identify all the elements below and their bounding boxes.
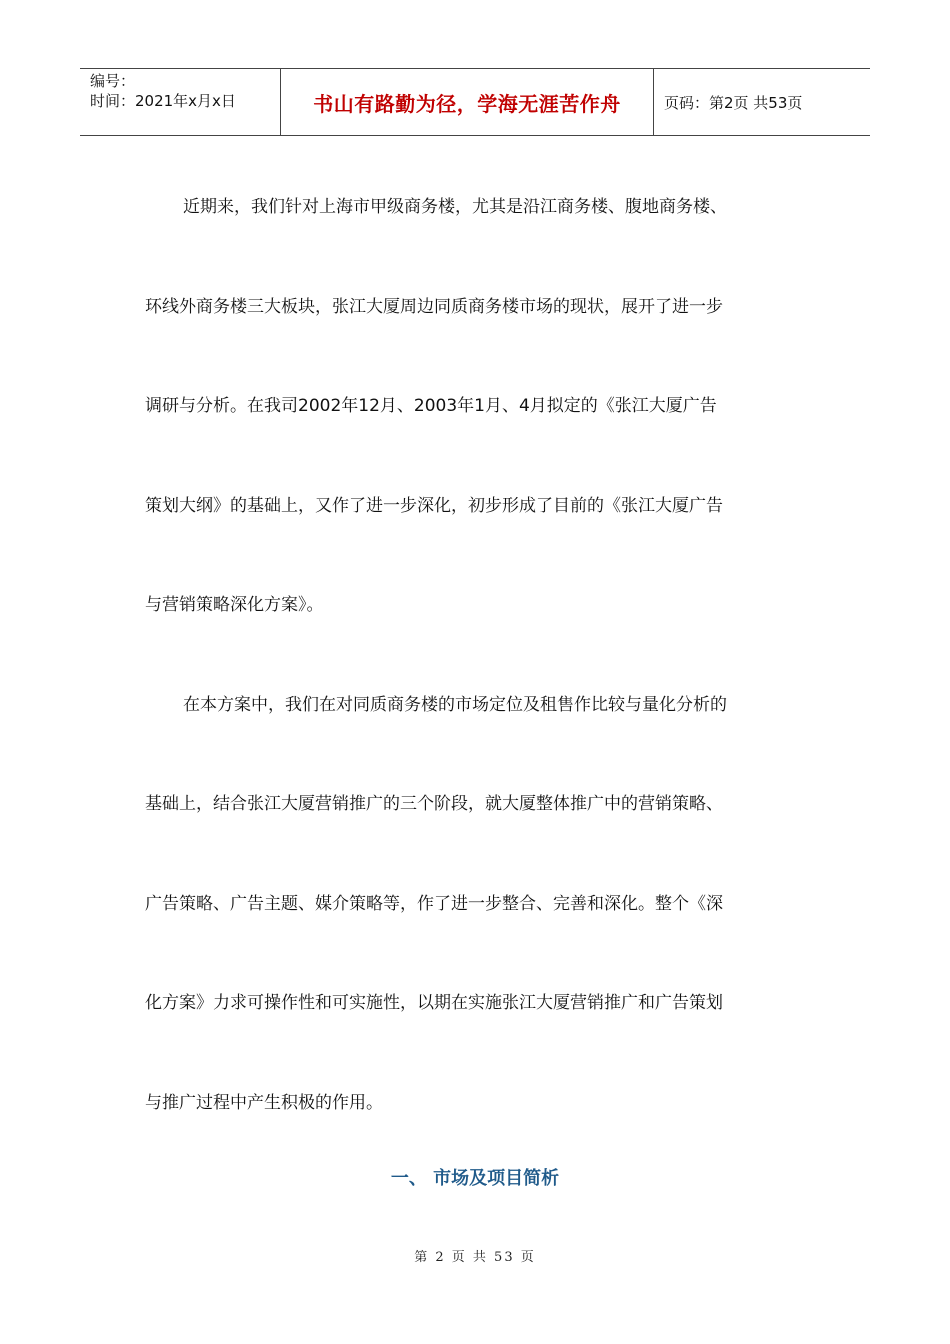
paragraph-line: 与推广过程中产生积极的作用。 [145, 1092, 383, 1113]
paragraph-line: 广告策略、广告主题、媒介策略等，作了进一步整合、完善和深化。整个《深 [145, 893, 723, 914]
paragraph-line: 近期来，我们针对上海市甲级商务楼，尤其是沿江商务楼、腹地商务楼、 [183, 197, 727, 217]
body-text [145, 158, 805, 1153]
paragraph-line: 策划大纲》的基础上，又作了进一步深化，初步形成了目前的《张江大厦广告 [145, 495, 723, 516]
time-label: 时间：2021年x月x日 [90, 92, 236, 110]
header-motto: 书山有路勤为径，学海无涯苦作舟 [281, 69, 654, 135]
page-footer: 第 2 页 共 53 页 [414, 1250, 536, 1265]
paragraph-line: 调研与分析。在我司2002年12月、2003年1月、4月拟定的《张江大厦广告 [145, 396, 717, 416]
paragraph-line: 与营销策略深化方案》。 [145, 595, 324, 615]
header-page-label: 页码：第2页 共53页 [664, 93, 803, 112]
header-left-cell [80, 69, 281, 135]
header-table [80, 68, 870, 136]
paragraph-line: 化方案》力求可操作性和可实施性，以期在实施张江大厦营销推广和广告策划 [145, 993, 723, 1013]
section-heading: 一、 市场及项目简析 [390, 1168, 560, 1189]
number-label: 编号： [90, 72, 136, 90]
paragraph-line: 在本方案中，我们在对同质商务楼的市场定位及租售作比较与量化分析的 [183, 694, 727, 715]
paragraph-line: 基础上，结合张江大厦营销推广的三个阶段，就大厦整体推广中的营销策略、 [145, 794, 723, 814]
paragraph-line: 环线外商务楼三大板块，张江大厦周边同质商务楼市场的现状，展开了进一步 [145, 296, 723, 317]
